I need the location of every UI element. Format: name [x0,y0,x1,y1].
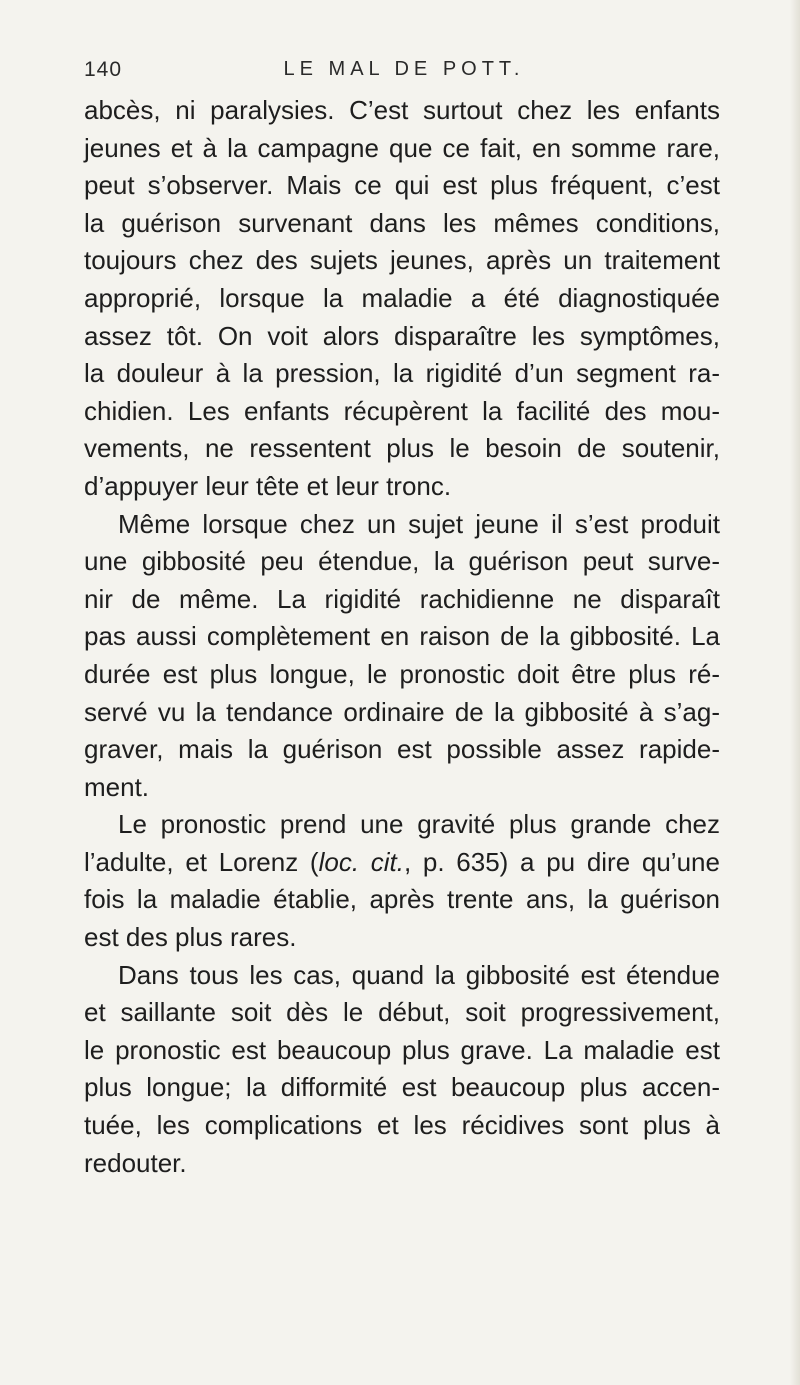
text-line: et saillante soit dès le début, soit progressivement, [84,997,720,1028]
text-line: d’appuyer leur tête et leur tronc. [84,470,452,501]
text-line: tuée, les complications et les récidives sont plus à [84,1110,720,1141]
paragraph-1 [84,92,720,506]
text-line: fois la maladie établie, après trente ans, la guérison [84,884,720,915]
text-line: durée est plus longue, le pronostic doit être plus ré- [84,658,720,689]
text-line: pas aussi complètement en raison de la gibbosité. La [84,621,720,652]
text-line: servé vu la tendance ordinaire de la gibbosité à s’ag- [84,696,720,727]
text-line-citation [84,844,720,882]
text-line: Même lorsque chez un sujet jeune il s’est produit [118,508,720,539]
text-line: Dans tous les cas, quand la gibbosité est étendue [118,959,720,990]
text-line: jeunes et à la campagne que ce fait, en somme rare, [84,132,720,163]
text-line: la guérison survenant dans les mêmes conditions, [84,207,720,238]
paragraph-3 [84,806,720,956]
text-line: ment. [84,771,150,802]
text-line: abcès, ni paralysies. C’est surtout chez les enfants [84,95,720,125]
page-header [84,58,724,88]
text-line: le pronostic est beaucoup plus grave. La maladie est [84,1034,720,1065]
text-line: chidien. Les enfants récupèrent la facilité des mou- [84,395,720,426]
text-line: peut s’observer. Mais ce qui est plus fréquent, c’est [84,170,720,201]
text-line: une gibbosité peu étendue, la guérison peut surve- [84,546,720,577]
text-line: assez tôt. On voit alors disparaître les symptômes, [84,320,720,351]
page-number: 140 [84,58,123,81]
paragraph-2 [84,506,720,807]
text-line: toujours chez des sujets jeunes, après un traitement [84,245,720,276]
text-line: vements, ne ressentent plus le besoin de soutenir, [84,433,720,464]
citation-italic: loc. cit. [318,846,404,877]
citation-suffix: , p. 635) a pu dire qu’une [403,846,720,877]
text-line: approprié, lorsque la maladie a été diagnostiquée [84,282,720,313]
text-line: Le pronostic prend une gravité plus grande chez [118,809,720,840]
text-line: la douleur à la pression, la rigidité d’un segment ra- [84,358,720,389]
citation-prefix: l’adulte, et Lorenz ( [84,846,319,877]
text-line: nir de même. La rigidité rachidienne ne disparaît [84,583,720,614]
text-line: graver, mais la guérison est possible assez rapide- [84,734,720,765]
text-line: est des plus rares. [84,922,297,953]
text-line: plus longue; la difformité est beaucoup plus accen- [84,1072,720,1103]
paragraph-4 [84,957,720,1183]
text-line: redouter. [84,1147,187,1178]
page-edge-shadow [790,0,800,1385]
body-text [84,92,720,1182]
running-head: LE MAL DE POTT. [283,58,525,80]
